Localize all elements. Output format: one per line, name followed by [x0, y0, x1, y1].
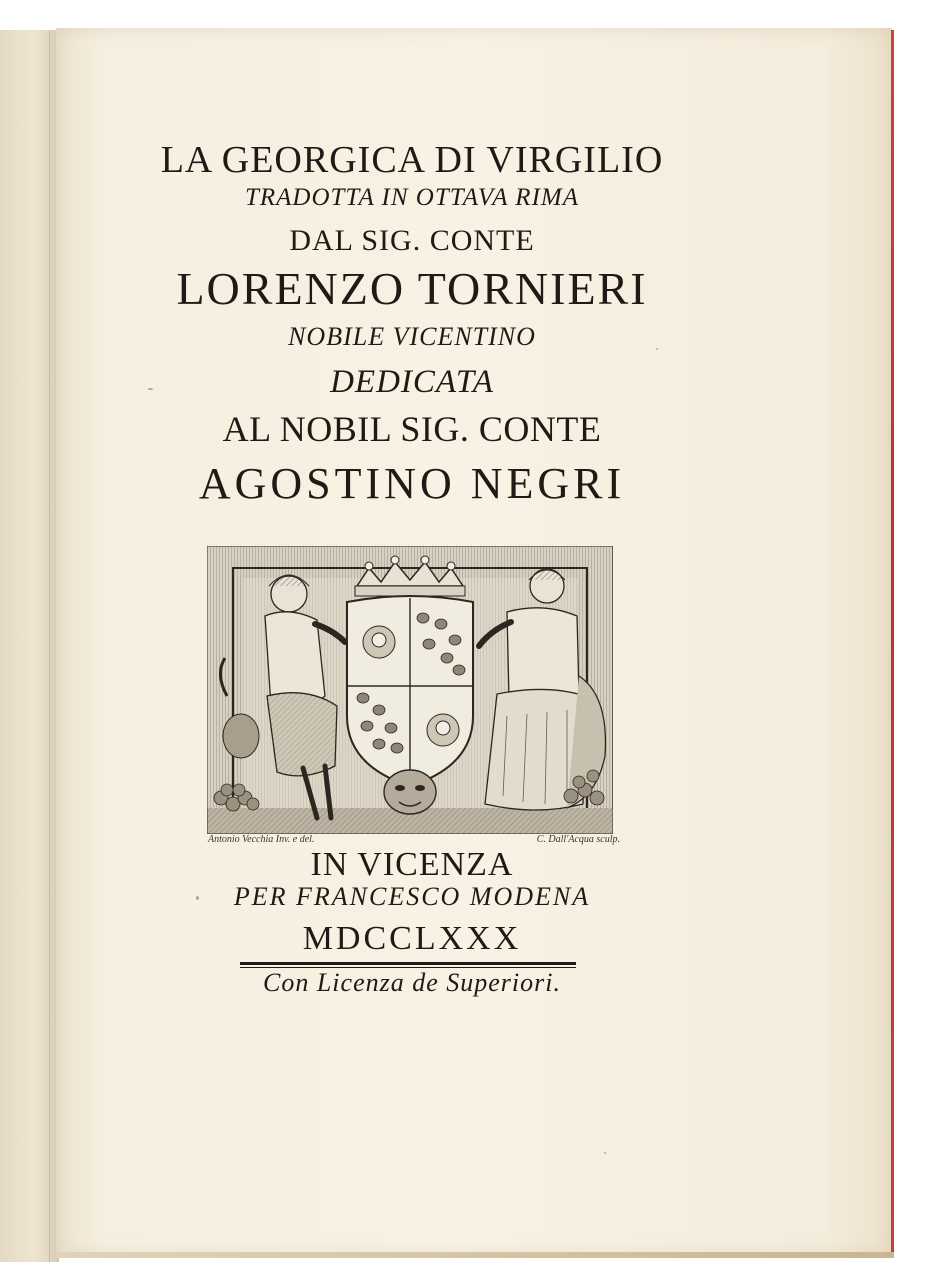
dedication-to: AL NOBIL SIG. CONTE: [222, 409, 602, 449]
imprint-printer: PER FRANCESCO MODENA: [233, 882, 591, 911]
imprint-license: Con Licenza de Superiori.: [263, 968, 561, 997]
paper-speck: [656, 348, 658, 350]
imprint-rule-thick: [240, 962, 576, 965]
red-page-edge: [891, 30, 894, 1256]
engraving-credit-engraver: C. Dall'Acqua sculp.: [536, 834, 620, 845]
engraving-credit-artist: Antonio Vecchia Inv. e del.: [208, 834, 315, 845]
by-line: DAL SIG. CONTE: [289, 224, 535, 257]
imprint-place: IN VICENZA: [310, 846, 514, 883]
paper-speck: [604, 1152, 606, 1154]
imprint-year: MDCCLXXX: [302, 920, 522, 957]
engraving-illustration: [207, 546, 613, 834]
page-bottom-edge: [56, 1252, 894, 1258]
dedicatee-name: AGOSTINO NEGRI: [198, 459, 626, 508]
paper-speck: [148, 388, 153, 390]
left-page-leaf: [0, 30, 59, 1262]
paper-speck: [196, 896, 199, 900]
book-title: LA GEORGICA DI VIRGILIO: [160, 139, 664, 181]
book-subtitle: TRADOTTA IN OTTAVA RIMA: [244, 184, 580, 211]
author-name: LORENZO TORNIERI: [176, 263, 648, 314]
author-rank: NOBILE VICENTINO: [288, 322, 536, 351]
dedication-word: DEDICATA: [330, 364, 494, 400]
